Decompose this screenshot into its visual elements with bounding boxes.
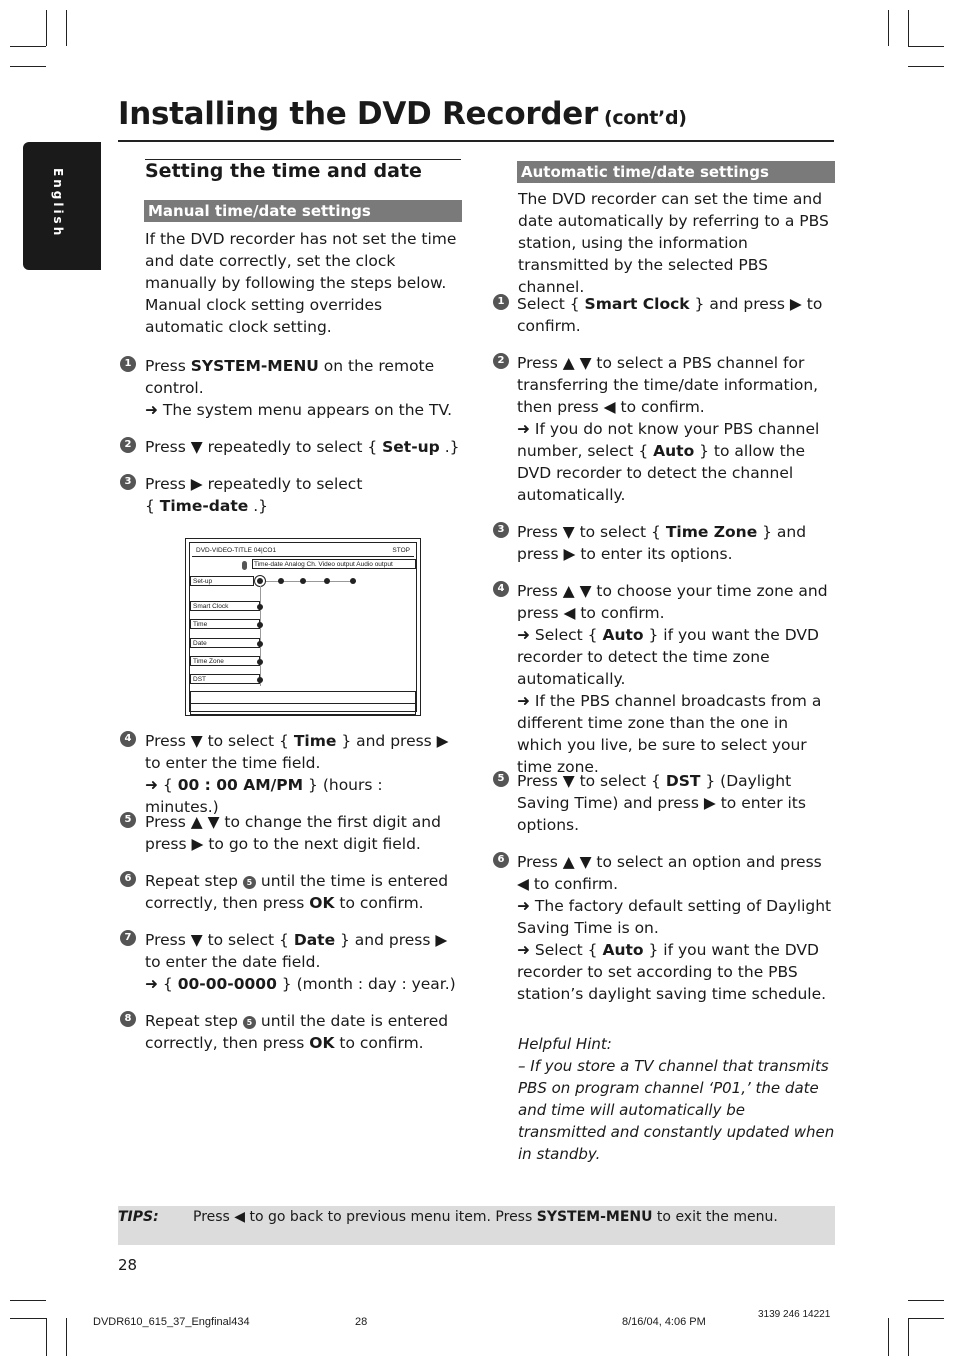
setup-menu-screenshot xyxy=(185,538,421,716)
step-number: 3 xyxy=(120,474,136,490)
automatic-intro: The DVD recorder can set the time and date automatically by referring to a PBS station, using the information transmitted by the selected PBS channel. xyxy=(518,190,829,296)
manual-intro: If the DVD recorder has not set the time and date correctly, set the clock manually by following the steps below. Manual clock setting overrides automatic clock setting. xyxy=(145,230,457,336)
tips-label: TIPS: xyxy=(118,1209,159,1225)
footer-page: 28 xyxy=(355,1316,368,1328)
osd-item-date: Date xyxy=(193,640,207,647)
title-rule xyxy=(118,140,834,142)
manual-step: Repeat step 5 until the time is entered correctly, then press OK to confirm. xyxy=(145,872,449,912)
footer-code: 3139 246 14221 xyxy=(758,1309,831,1320)
helpful-hint-title: Helpful Hint: xyxy=(518,1035,612,1053)
osd-item-smart-clock: Smart Clock xyxy=(193,603,229,610)
page-title: Installing the DVD Recorder (cont’d) xyxy=(118,96,687,132)
osd-item-time-zone: Time Zone xyxy=(193,658,224,665)
automatic-settings-band: Automatic time/date settings xyxy=(517,161,835,183)
manual-step: Press ▼ to select { Time } and press ▶ to enter the time field. ➜ { 00 : 00 AM/PM } (hours : minutes.) xyxy=(145,732,449,816)
manual-settings-band: Manual time/date settings xyxy=(144,200,462,222)
osd-item-dst: DST xyxy=(193,676,206,683)
page-subtitle: (cont’d) xyxy=(603,107,687,129)
automatic-step: Press ▼ to select { DST } (Daylight Saving Time) and press ▶ to enter its options. xyxy=(517,772,806,834)
language-tab xyxy=(23,142,101,270)
tips-text: Press ◀ to go back to previous menu item. Press SYSTEM-MENU to exit the menu. xyxy=(193,1209,778,1225)
manual-step: Press ▼ to select { Date } and press ▶ to enter the date field. ➜ { 00-00-0000 } (month : day : year.) xyxy=(145,931,456,993)
automatic-step: Press ▲ ▼ to select a PBS channel for transferring the time/date information, then press ◀ to confirm. ➜ If you do not know your PBS channel number, select { Auto } to allow the DVD recorder to detect the channel automatically. xyxy=(517,354,820,504)
step-number: 6 xyxy=(120,871,136,887)
step-number: 2 xyxy=(120,437,136,453)
osd-item-time: Time xyxy=(193,621,208,628)
step-number: 7 xyxy=(120,930,136,946)
step-number: 2 xyxy=(493,353,509,369)
osd-status: STOP xyxy=(392,547,410,554)
osd-tabs: Time-date Analog Ch. Video output Audio output xyxy=(254,561,393,568)
helpful-hint-text: – If you store a TV channel that transmits PBS on program channel ‘P01,’ the date and time will automatically be transmitted and constantly updated when in standby. xyxy=(518,1057,835,1163)
automatic-step: Select { Smart Clock } and press ▶ to confirm. xyxy=(517,295,823,335)
footer-file: DVDR610_615_37_Engfinal434 xyxy=(93,1316,250,1328)
manual-step: Press ▼ repeatedly to select { Set-up .} xyxy=(145,438,460,456)
language-tab-label: English xyxy=(51,168,65,239)
manual-step: Press ▲ ▼ to change the first digit and press ▶ to go to the next digit field. xyxy=(145,813,441,853)
tips-bar xyxy=(118,1206,835,1245)
step-number: 8 xyxy=(120,1011,136,1027)
manual-step: Repeat step 5 until the date is entered correctly, then press OK to confirm. xyxy=(145,1012,449,1052)
osd-setup: Set-up xyxy=(193,578,213,585)
step-number: 5 xyxy=(120,812,136,828)
automatic-step: Press ▲ ▼ to select an option and press ◀ to confirm. ➜ The factory default setting of Daylight Saving Time is on. ➜ Select { Auto } if you want the DVD recorder to set according to the PBS station’s daylight saving time schedule. xyxy=(517,853,832,1003)
page-number: 28 xyxy=(118,1256,138,1274)
step-number: 4 xyxy=(120,731,136,747)
manual-step: Press SYSTEM-MENU on the remote control. ➜ The system menu appears on the TV. xyxy=(145,357,453,419)
step-number: 1 xyxy=(120,356,136,372)
step-number: 3 xyxy=(493,522,509,538)
step-number: 5 xyxy=(493,771,509,787)
automatic-step: Press ▲ ▼ to choose your time zone and press ◀ to confirm. ➜ Select { Auto } if you want the DVD recorder to detect the time zone automatically. ➜ If the PBS channel broadcasts from a different time zone than the one in which you live, be sure to select your time zone. xyxy=(517,582,828,776)
osd-disc-info: DVD-VIDEO-TITLE 04|CO1 xyxy=(196,547,277,554)
footer-date: 8/16/04, 4:06 PM xyxy=(622,1316,706,1328)
automatic-step: Press ▼ to select { Time Zone } and press ▶ to enter its options. xyxy=(517,523,807,563)
step-number: 4 xyxy=(493,581,509,597)
section-title: Setting the time and date xyxy=(145,160,422,182)
step-number: 6 xyxy=(493,852,509,868)
manual-step: Press ▶ repeatedly to select { Time-date .} xyxy=(145,475,363,515)
step-number: 1 xyxy=(493,294,509,310)
